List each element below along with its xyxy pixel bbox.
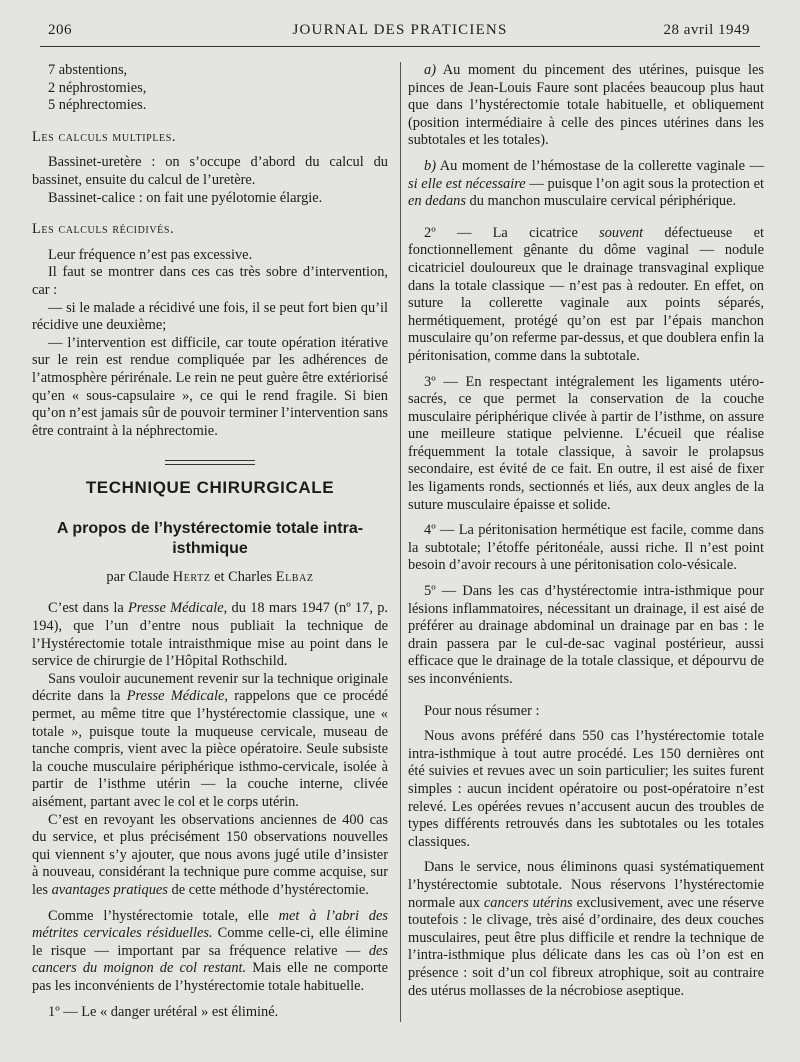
article-authors: [32, 569, 388, 587]
paragraph: b) Au moment de l’hémostase de la collerette vaginale — si elle est nécessaire — puisque l’on agit sous la protection et en dedans du manchon musculaire cervical périphérique.: [408, 157, 765, 210]
paragraph: — l’intervention est difficile, car toute opération itérative sur le rein est rendue compliquée par les adhérences de l’atmosphère périrénale. Le rein ne peut guère être extériorisé qu’en « sous-capsulaire », ce qui le rend fragile. Si bien qu’on n’est jamais sûr de pouvoir terminer l’intervention sans être contraint à la néphrectomie.: [32, 334, 388, 439]
issue-date: 28 avril 1949: [663, 22, 750, 38]
article-title: A propos de l’hystérectomie totale intra-isthmique: [56, 519, 364, 557]
column-divider: [400, 62, 401, 1022]
paragraph: 5º — Dans les cas d’hystérectomie intra-isthmique pour lésions inflammatoires, nécessitant un drainage, il est aisé de préférer au drainage abdominal un drainage par en bas : le drain passera par le cul-de-sac vaginal postérieur, aussi efficace que le drainage de la totale classique, et dépourvu de ses inconvénients.: [408, 583, 764, 687]
section-title: TECHNIQUE CHIRURGICALE: [85, 478, 335, 498]
byline-text: et Charles: [214, 568, 273, 585]
list-item: 2 néphrostomies,: [48, 79, 147, 96]
journal-title: JOURNAL DES PRATICIENS: [292, 22, 508, 38]
page-header: [40, 22, 760, 44]
paragraph: Sans vouloir aucunement revenir sur la technique originale décrite dans la Presse Médicale, rappelons que ce procédé permet, au même titre que l’hystérectomie classique, une « totale », puisque toute la muqueuse cervicale, museau de tanche compris, vient avec la pièce opératoire. Seule subsiste la couche musculaire périphérique isthmo-cervicale, isolée à partir de l’isthme utérin — la couche interne, clivée aisément, partant avec le col et le corps utérin.: [32, 670, 389, 810]
paragraph: a) Au moment du pincement des utérines, puisque les pinces de Jean-Louis Faure sont placées beaucoup plus haut que dans l’hystérectomie totale habituelle, et obliquement (position intermédiaire à celle des pinces utérines dans les subtotales et les totales).: [408, 62, 764, 149]
paragraph: — si le malade a récidivé une fois, il se peut fort bien qu’il récidive une deuxième;: [32, 299, 388, 334]
section-separator: [165, 460, 255, 465]
byline-text: par Claude: [106, 568, 170, 585]
paragraph: Nous avons préféré dans 550 cas l’hystérectomie totale intra-isthmique à tout autre procédé. Les 150 dernières ont été suivies et revues avec un soin particulier; les suites furent simples : aucun incident opératoire ou post-opératoire n’est relevé. Les opérées revues n’accusent aucun des troubles de types différents retrouvés dans les subtotales ou les totales classiques.: [408, 728, 764, 850]
paragraph: Bassinet-uretère : on s’occupe d’abord du calcul du bassinet, ensuite du calcul de l’uretère.: [32, 154, 388, 188]
page-number: 206: [48, 22, 72, 38]
paragraph: 2º — La cicatrice souvent défectueuse et fonctionnellement gênante du dôme vaginal — nodule cicatriciel douloureux que le drainage transvaginal explique dans la totale classique — n’est pas à redouter. En effet, on suture la collerette vaginale aux points séparés, hermétiquement, protégé qu’on est par l’épais manchon musculaire qu’on referme par-dessus, et que doublera enfin la péritonisation, comme dans la subtotale.: [408, 224, 764, 364]
paragraph: Dans le service, nous éliminons quasi systématiquement l’hystérectomie subtotale. Nous réservons l’hystérectomie normale aux cancers utérins exclusivement, avec une réserve toutefois : le clivage, très aisé d’ordinaire, des deux couches musculaires, peut être plus difficile et rendre la technique de l’intra-isthmique plus délicate dans les cas où l’on est en présence : soit d’un col fibreux atrophique, soit au contraire des utérus mollasses de la nécrobiose aseptique.: [408, 859, 764, 999]
paragraph: Comme l’hystérectomie totale, elle met à l’abri des métrites cervicales résiduelles. Comme celle-ci, elle élimine le risque — important par sa fréquence relative — des cancers du moignon de col restant. Mais elle ne comporte pas les inconvénients de l’hystérectomie totale habituelle.: [32, 907, 389, 994]
paragraph: Bassinet-calice : on fait une pyélotomie élargie.: [48, 189, 323, 206]
list-item: 5 néphrectomies.: [48, 97, 147, 114]
right-column: [408, 62, 764, 1000]
header-rule: [40, 46, 760, 47]
paragraph: Il faut se montrer dans ces cas très sobre d’intervention, car :: [32, 264, 388, 298]
left-column: [32, 62, 388, 1021]
subheading-calculs-recidives: Les calculs récidivés.: [32, 221, 175, 238]
paragraph: 4º — La péritonisation hermétique est facile, comme dans la subtotale; l’étoffe péritonéale, aussi riche. Il n’est point besoin d’avoir recours à une péritonisation colo-vésicale.: [408, 522, 764, 574]
paragraph: Pour nous résumer :: [424, 702, 540, 719]
paragraph: C’est en revoyant les observations anciennes de 400 cas du service, et plus précisément 150 observations nouvelles qui viennent s’y ajouter, que nous avons jugé utile d’insister à nouveau, considérant la technique pure comme acquise, sur les avantages pratiques de cette méthode d’hystérectomie.: [32, 811, 388, 898]
list-item: 7 abstentions,: [48, 62, 128, 78]
paragraph: 3º — En respectant intégralement les ligaments utéro-sacrés, ce que permet la conservation de la couche musculaire périphérique clivée à partir de l’isthme, on assure une meilleure statique pelvienne. L’écueil que réalise fréquemment la totale classique, à savoir le prolapsus secondaire, est évité de ce fait. En outre, il est aisé de fixer les ligaments ronds, sectionnés et liés, aux deux angles de la suture musculaire épaisse et solide.: [408, 373, 764, 513]
paragraph: 1º — Le « danger urétéral » est éliminé.: [48, 1003, 279, 1020]
paragraph: Leur fréquence n’est pas excessive.: [48, 246, 253, 263]
author-surname: Hertz: [172, 568, 211, 585]
subheading-calculs-multiples: Les calculs multiples.: [32, 128, 177, 145]
author-surname: Elbaz: [275, 568, 314, 585]
paragraph: C’est dans la Presse Médicale, du 18 mars 1947 (nº 17, p. 194), que l’un d’entre nous publiait la technique de l’Hystérectomie totale intraisthmique mise au point dans le service de chirurgie de l’Hôpital Rothschild.: [32, 600, 388, 670]
